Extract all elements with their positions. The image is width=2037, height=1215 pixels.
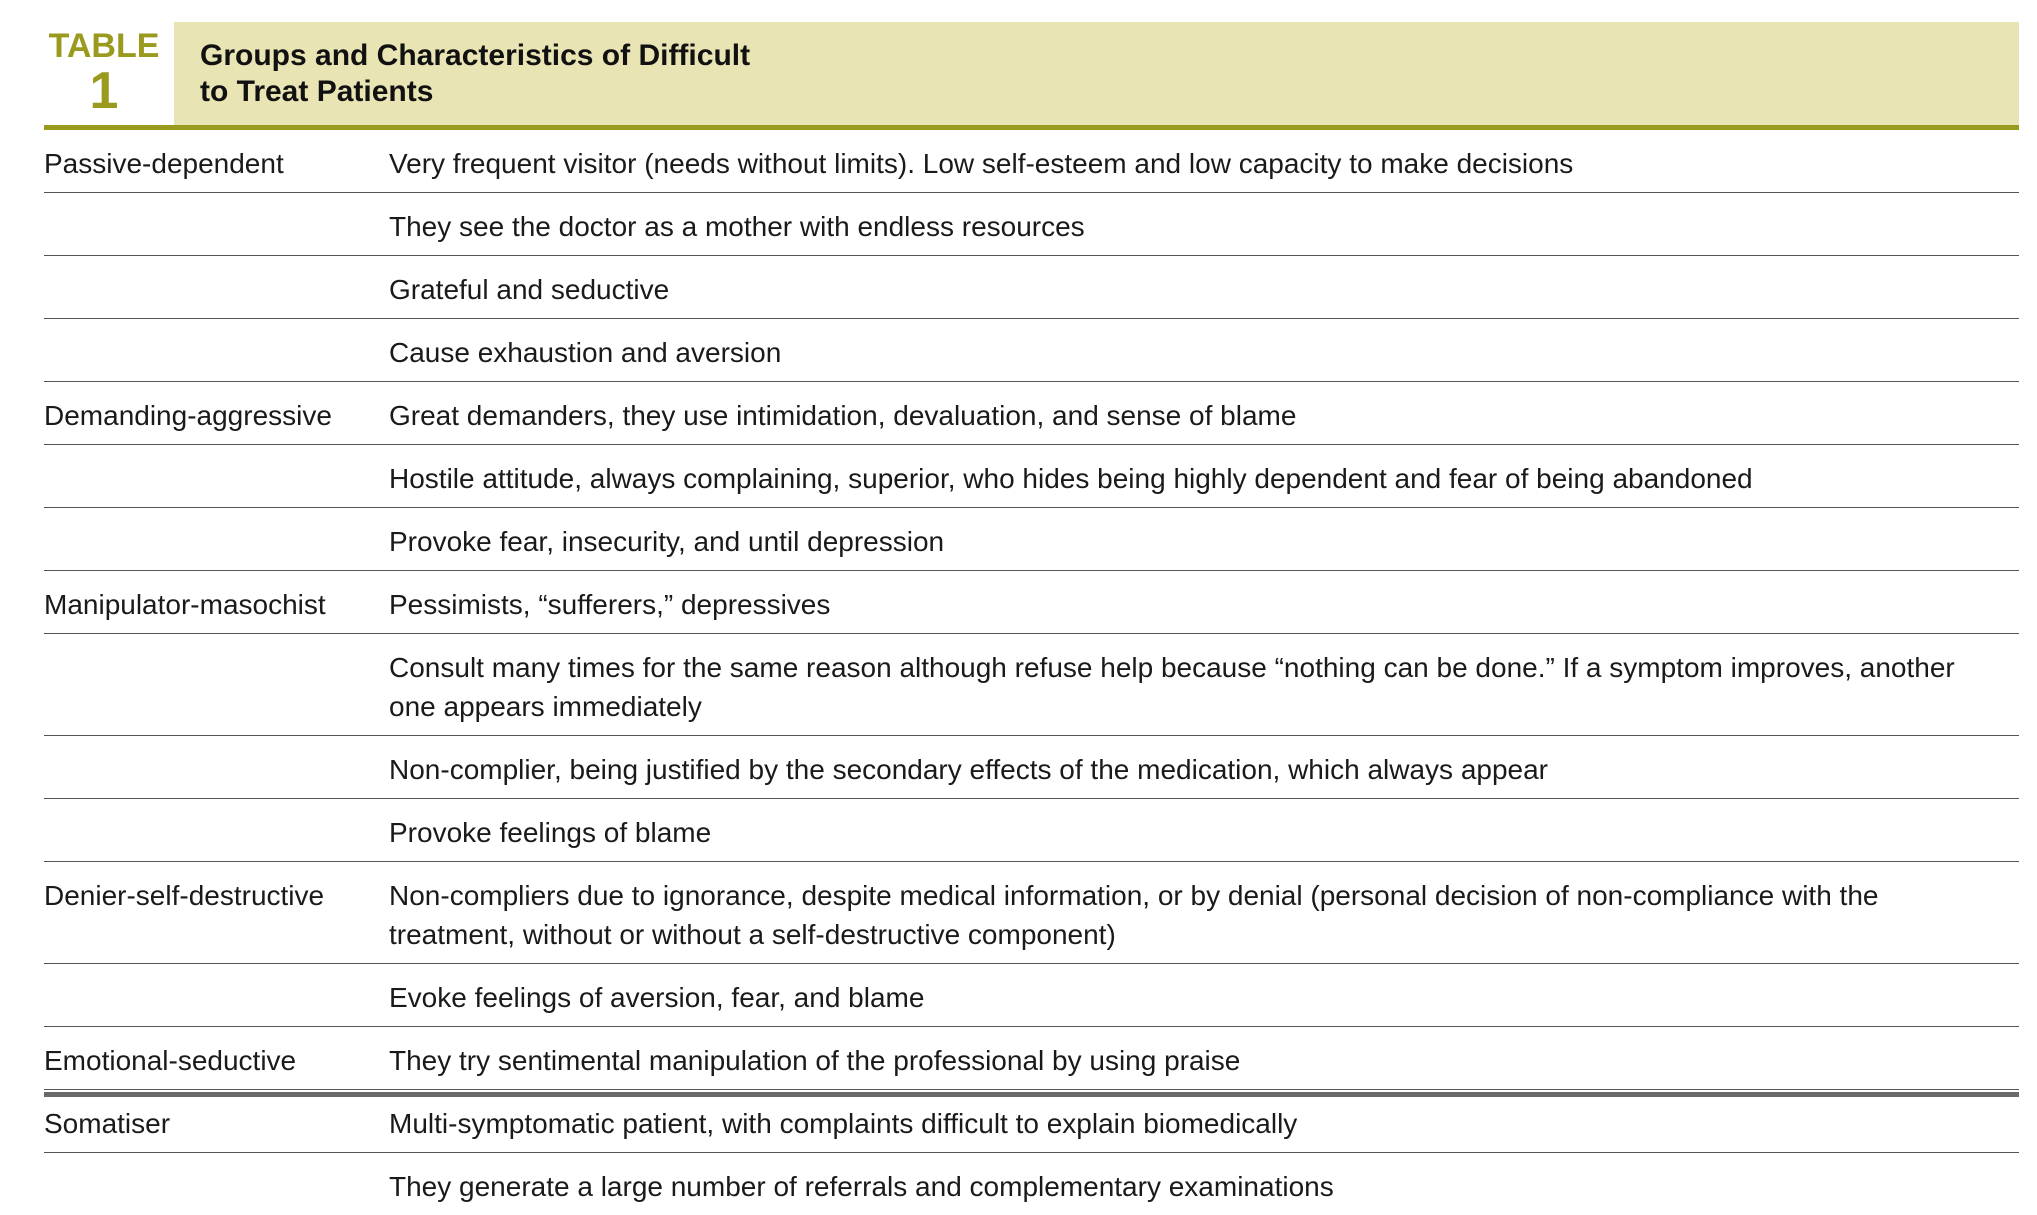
characteristic-cell: They try sentimental manipulation of the professional by using praise xyxy=(389,1027,2019,1090)
characteristic-cell: Provoke feelings of blame xyxy=(389,799,2019,862)
characteristic-cell: Evoke feelings of aversion, fear, and blame xyxy=(389,964,2019,1027)
group-cell xyxy=(44,964,389,1027)
characteristic-cell: Non-complier, being justified by the secondary effects of the medication, which always appear xyxy=(389,736,2019,799)
group-cell xyxy=(44,445,389,508)
characteristic-cell: Cause exhaustion and aversion xyxy=(389,319,2019,382)
group-cell: Somatiser xyxy=(44,1090,389,1153)
table-label-word: TABLE xyxy=(44,28,164,64)
group-cell xyxy=(44,193,389,256)
characteristic-cell: Grateful and seductive xyxy=(389,256,2019,319)
table-header xyxy=(44,22,2019,125)
table-row xyxy=(44,1090,2019,1153)
characteristic-cell: Great demanders, they use intimidation, devaluation, and sense of blame xyxy=(389,382,2019,445)
group-cell xyxy=(44,256,389,319)
group-cell xyxy=(44,799,389,862)
characteristic-cell: They generate a large number of referrals and complementary examinations xyxy=(389,1153,2019,1215)
table-row xyxy=(44,193,2019,256)
table-row xyxy=(44,508,2019,571)
table-title-box xyxy=(164,22,2019,125)
characteristic-cell: Very frequent visitor (needs without limits). Low self-esteem and low capacity to make decisions xyxy=(389,130,2019,193)
table-title-line2: to Treat Patients xyxy=(200,75,433,108)
table-row xyxy=(44,1027,2019,1090)
table-label-number: 1 xyxy=(44,64,164,118)
table-row xyxy=(44,319,2019,382)
group-cell: Emotional-seductive xyxy=(44,1027,389,1090)
group-cell xyxy=(44,319,389,382)
characteristic-cell: Hostile attitude, always complaining, superior, who hides being highly dependent and fear of being abandoned xyxy=(389,445,2019,508)
characteristic-cell: Provoke fear, insecurity, and until depression xyxy=(389,508,2019,571)
table-row xyxy=(44,130,2019,193)
table-row xyxy=(44,799,2019,862)
characteristic-cell: They see the doctor as a mother with endless resources xyxy=(389,193,2019,256)
table-row xyxy=(44,862,2019,964)
table-title xyxy=(200,38,900,110)
group-cell xyxy=(44,736,389,799)
table-row xyxy=(44,634,2019,736)
table-row xyxy=(44,445,2019,508)
table-row xyxy=(44,256,2019,319)
group-cell: Passive-dependent xyxy=(44,130,389,193)
table-label xyxy=(44,22,164,125)
table-row xyxy=(44,964,2019,1027)
table-row xyxy=(44,736,2019,799)
group-cell xyxy=(44,634,389,736)
characteristic-cell: Pessimists, “sufferers,” depressives xyxy=(389,571,2019,634)
group-cell: Manipulator-masochist xyxy=(44,571,389,634)
group-cell: Denier-self-destructive xyxy=(44,862,389,964)
characteristic-cell: Multi-symptomatic patient, with complaints difficult to explain biomedically xyxy=(389,1090,2019,1153)
table-row xyxy=(44,382,2019,445)
group-cell xyxy=(44,508,389,571)
characteristic-cell: Consult many times for the same reason although refuse help because “nothing can be done.” If a symptom improves, another one appears immediately xyxy=(389,634,2019,736)
group-cell xyxy=(44,1153,389,1215)
table-row xyxy=(44,571,2019,634)
groups-table xyxy=(44,130,2019,1215)
characteristic-cell: Non-compliers due to ignorance, despite medical information, or by denial (personal decision of non-compliance with the treatment, without or without a self-destructive component) xyxy=(389,862,2019,964)
table-title-line1: Groups and Characteristics of Difficult xyxy=(200,39,750,72)
group-cell: Demanding-aggressive xyxy=(44,382,389,445)
footer-rule xyxy=(44,1092,2019,1097)
table-row xyxy=(44,1153,2019,1215)
